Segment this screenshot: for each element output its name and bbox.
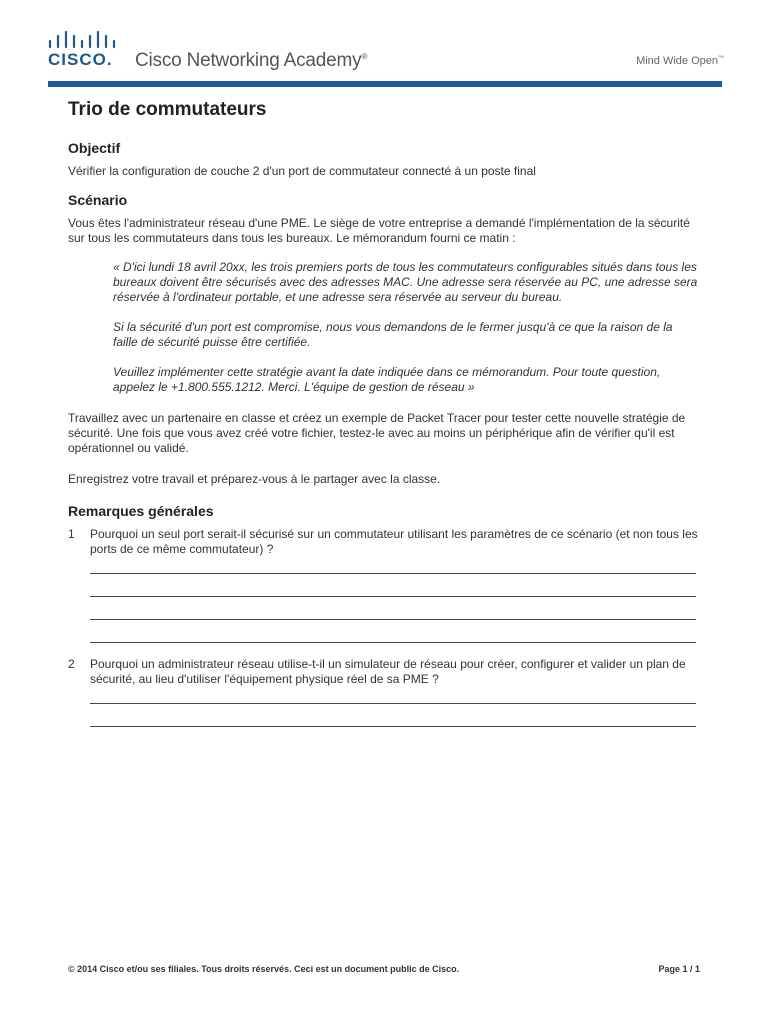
question-number: 1	[68, 527, 75, 541]
answer-line[interactable]	[90, 641, 696, 643]
question-number: 2	[68, 657, 75, 671]
document-title: Trio de commutateurs	[68, 99, 267, 120]
answer-line[interactable]	[90, 702, 696, 704]
answer-line[interactable]	[90, 725, 696, 727]
scenario-heading: Scénario	[68, 192, 128, 208]
question-1	[68, 527, 700, 643]
answer-line[interactable]	[90, 572, 696, 574]
header-rule	[48, 81, 722, 87]
question-text: Pourquoi un administrateur réseau utilise-t-il un simulateur de réseau pour créer, configurer et valider un plan de sécurité, au lieu d'utiliser l'équipement physique réel de sa PME ?	[90, 657, 686, 686]
document-body	[68, 98, 700, 727]
answer-line[interactable]	[90, 618, 696, 620]
memo-paragraph: Si la sécurité d'un port est compromise, nous vous demandons de le fermer jusqu'à ce que la raison de la faille de sécurité puisse être certifiée.	[113, 320, 673, 349]
memo-quote	[113, 260, 700, 395]
academy-name: Cisco Networking Academy®	[135, 50, 368, 71]
page-number: Page 1 / 1	[658, 964, 700, 974]
scenario-paragraph: Travaillez avec un partenaire en classe et créez un exemple de Packet Tracer pour tester cette nouvelle stratégie de sécurité. Une fois que vous avez créé votre fichier, testez-le avec au moins un périphérique afin de vérifier qu'il est opérationnel ou validé.	[68, 411, 686, 455]
objective-text: Vérifier la configuration de couche 2 d'un port de commutateur connecté à un poste final	[68, 164, 536, 178]
question-2	[68, 657, 700, 727]
remarks-heading: Remarques générales	[68, 503, 214, 519]
tagline: Mind Wide Open™	[636, 55, 724, 67]
question-text: Pourquoi un seul port serait-il sécurisé sur un commutateur utilisant les paramètres de ce scénario (et non tous les ports de ce même commutateur) ?	[90, 527, 698, 556]
objective-heading: Objectif	[68, 140, 121, 156]
memo-paragraph: Veuillez implémenter cette stratégie avant la date indiquée dans ce mémorandum. Pour toute question, appelez le +1.800.555.1212. Merci. L'équipe de gestion de réseau »	[113, 365, 661, 394]
answer-line[interactable]	[90, 595, 696, 597]
scenario-paragraph: Enregistrez votre travail et préparez-vous à le partager avec la classe.	[68, 472, 441, 486]
cisco-logo-bars-icon	[48, 31, 116, 49]
scenario-intro: Vous êtes l'administrateur réseau d'une PME. Le siège de votre entreprise a demandé l'implémentation de la sécurité sur tous les commutateurs dans tous les bureaux. Le mémorandum fourni ce matin :	[68, 216, 690, 245]
page-header	[0, 0, 768, 88]
memo-paragraph: « D'ici lundi 18 avril 20xx, les trois premiers ports de tous les commutateurs configurables situés dans tous les bureaux doivent être sécurisés avec des adresses MAC. Une adresse sera réservée au PC, une adresse sera réservée à l'ordinateur portable, et une adresse sera réservée au serveur du bureau.	[113, 260, 698, 304]
cisco-logo-text: CISCO.	[48, 50, 113, 69]
copyright-text: © 2014 Cisco et/ou ses filiales. Tous droits réservés. Ceci est un document public de Cisco.	[68, 964, 460, 974]
